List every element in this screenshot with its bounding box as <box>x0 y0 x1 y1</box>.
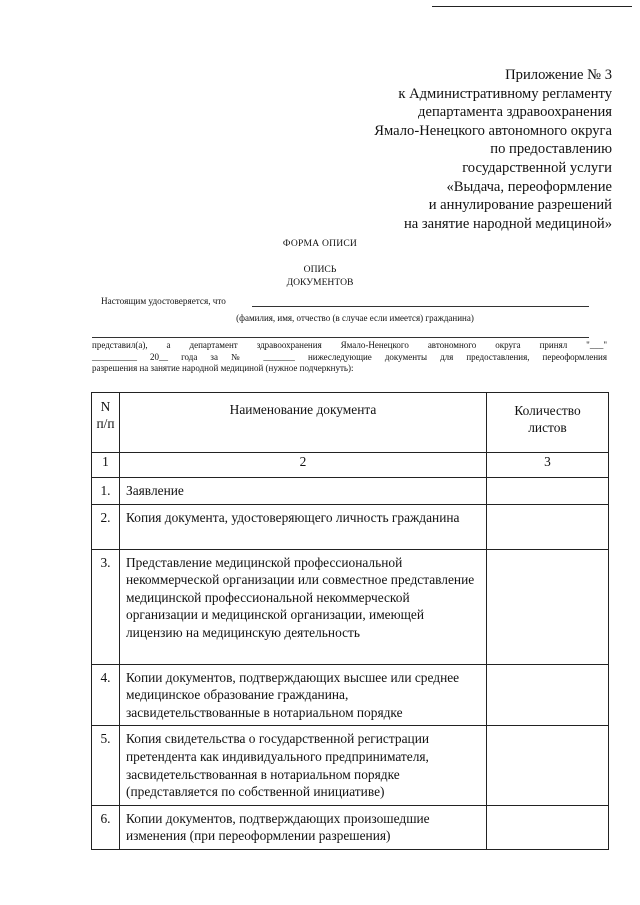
column-number: 3 <box>487 453 609 478</box>
header-count <box>487 393 609 453</box>
documents-table <box>91 392 609 850</box>
paragraph-line-1: представил(а), а департамент здравоохранения Ямало-Ненецкого автономного округа принял "___" <box>92 340 607 350</box>
fio-hint: (фамилия, имя, отчество (в случае если имеется) гражданина) <box>236 313 474 323</box>
table-row <box>92 726 609 805</box>
appendix-line: департамента здравоохранения <box>418 104 612 121</box>
citizen-name-blank[interactable] <box>252 306 589 307</box>
row-document-name: Копии документов, подтверждающих произошедшие изменения (при переоформлении разрешения) <box>120 805 487 849</box>
row-document-name: Копия свидетельства о государственной регистрации претендента как индивидуального предпринимателя, засвидетельствованная в нотариальном порядке (представляется по собственной инициативе) <box>120 726 487 805</box>
row-sheet-count[interactable] <box>487 805 609 849</box>
row-number: 3. <box>92 549 120 664</box>
appendix-line: «Выдача, переоформление <box>446 178 612 195</box>
row-number: 4. <box>92 664 120 726</box>
header-number-line-1: N <box>100 399 111 414</box>
statement-paragraph <box>92 340 607 375</box>
row-document-name: Копии документов, подтверждающих высшее или среднее медицинское образование гражданина, засвидетельствованные в нотариальном порядке <box>120 664 487 726</box>
header-name: Наименование документа <box>120 393 487 453</box>
column-number-row <box>92 453 609 478</box>
row-document-name: Копия документа, удостоверяющего личность гражданина <box>120 504 487 549</box>
appendix-line: Ямало-Ненецкого автономного округа <box>374 122 612 139</box>
form-title: ФОРМА ОПИСИ <box>282 238 358 249</box>
row-sheet-count[interactable] <box>487 726 609 805</box>
appendix-line: по предоставлению <box>490 141 612 158</box>
row-number: 2. <box>92 504 120 549</box>
table-header-row <box>92 393 609 453</box>
paragraph-line-2: __________ 20__ года за № _______ нижеследующие документы для предоставления, переоформления <box>92 351 607 362</box>
table-row <box>92 805 609 849</box>
appendix-line: к Административному регламенту <box>398 85 612 102</box>
header-number <box>92 393 120 453</box>
row-number: 6. <box>92 805 120 849</box>
appendix-line: государственной услуги <box>462 159 612 176</box>
header-count-line-2: листов <box>528 420 567 435</box>
table-row <box>92 549 609 664</box>
header-number-line-2: п/п <box>96 416 115 431</box>
row-sheet-count[interactable] <box>487 504 609 549</box>
row-number: 5. <box>92 726 120 805</box>
opis-title <box>0 264 640 289</box>
certify-text: Настоящим удостоверяется, что <box>101 296 226 306</box>
opis-line-2: ДОКУМЕНТОВ <box>286 276 354 288</box>
row-sheet-count[interactable] <box>487 549 609 664</box>
row-sheet-count[interactable] <box>487 478 609 505</box>
row-document-name: Представление медицинской профессиональной некоммерческой организации или совместное представление медицинской профессиональной некоммерческой организации и медицинской организации, имеющей лицензию на медицинскую деятельность <box>120 549 487 664</box>
row-document-name: Заявление <box>120 478 487 505</box>
continuation-blank[interactable] <box>92 337 589 338</box>
table-row <box>92 504 609 549</box>
appendix-line: и аннулирование разрешений <box>428 197 612 214</box>
top-rule <box>432 6 632 7</box>
column-number: 1 <box>92 453 120 478</box>
table-row <box>92 664 609 726</box>
column-number: 2 <box>120 453 487 478</box>
paragraph-line-3: разрешения на занятие народной медициной (нужное подчеркнуть): <box>92 363 354 374</box>
table-row <box>92 478 609 505</box>
opis-line-1: ОПИСЬ <box>303 264 337 275</box>
header-count-line-1: Количество <box>514 403 581 418</box>
row-number: 1. <box>92 478 120 505</box>
appendix-header <box>312 66 612 233</box>
appendix-line: Приложение № 3 <box>505 67 612 83</box>
appendix-line: на занятие народной медициной» <box>403 215 612 232</box>
row-sheet-count[interactable] <box>487 664 609 726</box>
